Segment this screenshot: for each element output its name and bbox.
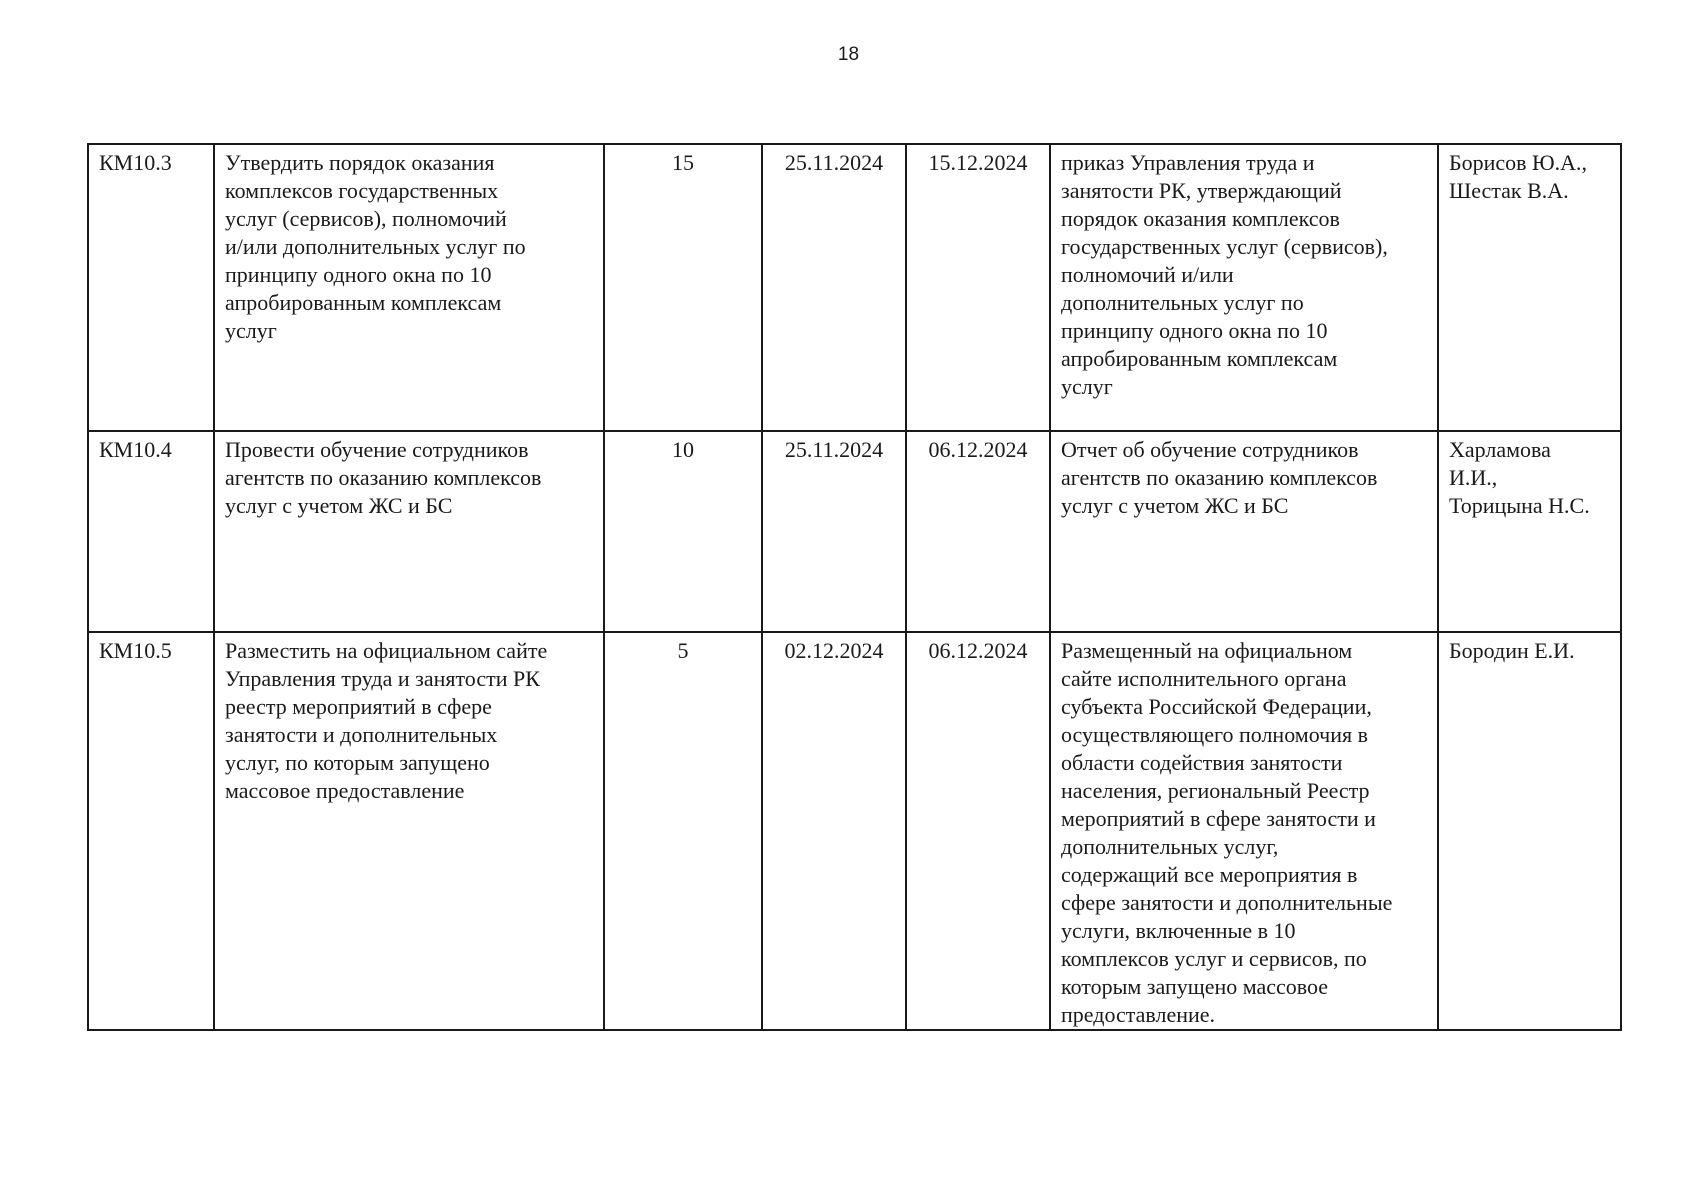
- responsible-cell: Харламова И.И., Торицына Н.С.: [1438, 431, 1621, 632]
- result-cell: приказ Управления труда и занятости РК, утверждающий порядок оказания комплексов государственных услуг (сервисов), полномочий и/или дополнительных услуг по принципу одного окна по 10 апробированным комплексам услуг: [1050, 144, 1438, 431]
- end-date-cell: 06.12.2024: [906, 632, 1050, 1030]
- duration-cell: 15: [604, 144, 762, 431]
- result-cell: Отчет об обучение сотрудников агентств по оказанию комплексов услуг с учетом ЖС и БС: [1050, 431, 1438, 632]
- start-date-cell: 02.12.2024: [762, 632, 906, 1030]
- task-cell: Провести обучение сотрудников агентств по оказанию комплексов услуг с учетом ЖС и БС: [214, 431, 604, 632]
- table-row: [88, 431, 1621, 632]
- end-date-cell: 06.12.2024: [906, 431, 1050, 632]
- start-date-cell: 25.11.2024: [762, 144, 906, 431]
- milestone-code-cell: КМ10.4: [88, 431, 214, 632]
- start-date-cell: 25.11.2024: [762, 431, 906, 632]
- responsible-cell: Бородин Е.И.: [1438, 632, 1621, 1030]
- milestone-code-cell: КМ10.3: [88, 144, 214, 431]
- result-cell: Размещенный на официальном сайте исполнительного органа субъекта Российской Федерации, осуществляющего полномочия в области содействия занятости населения, региональный Реестр мероприятий в сфере занятости и дополнительных услуг, содержащий все мероприятия в сфере занятости и дополнительные услуги, включенные в 10 комплексов услуг и сервисов, по которым запущено массовое предоставление.: [1050, 632, 1438, 1030]
- table-row: [88, 144, 1621, 431]
- end-date-cell: 15.12.2024: [906, 144, 1050, 431]
- task-cell: Утвердить порядок оказания комплексов государственных услуг (сервисов), полномочий и/или дополнительных услуг по принципу одного окна по 10 апробированным комплексам услуг: [214, 144, 604, 431]
- duration-cell: 10: [604, 431, 762, 632]
- task-cell: Разместить на официальном сайте Управления труда и занятости РК реестр мероприятий в сфере занятости и дополнительных услуг, по которым запущено массовое предоставление: [214, 632, 604, 1030]
- responsible-cell: Борисов Ю.А., Шестак В.А.: [1438, 144, 1621, 431]
- plan-table: [87, 143, 1622, 1031]
- duration-cell: 5: [604, 632, 762, 1030]
- page-number: 18: [837, 44, 860, 65]
- milestone-code-cell: КМ10.5: [88, 632, 214, 1030]
- table-row: [88, 632, 1621, 1030]
